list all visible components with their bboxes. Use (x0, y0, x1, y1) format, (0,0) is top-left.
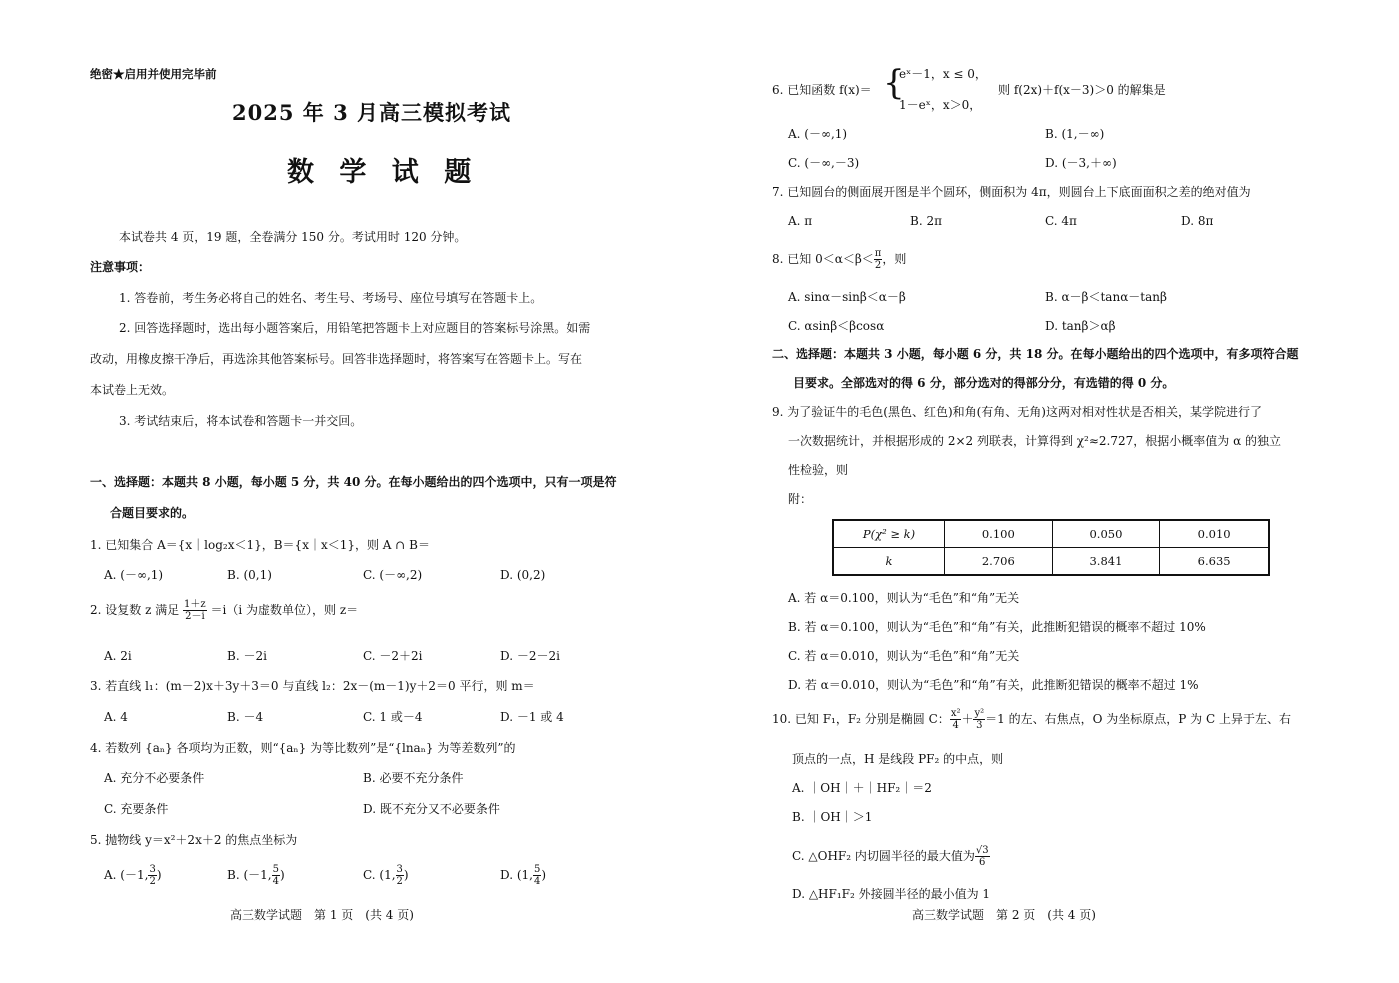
q10-c-num: √3 (975, 845, 989, 856)
q10-c-fraction (975, 845, 990, 868)
q5-a-num: 3 (149, 864, 156, 875)
q1-option-b: B. (0,1) (227, 568, 272, 582)
q2-option-c: C. －2＋2i (363, 649, 423, 663)
q5-b-den: 4 (272, 876, 279, 887)
q7-option-b: B. 2π (910, 214, 942, 228)
q5-d-den: 4 (533, 876, 541, 887)
notice-item-2-end: 本试卷上无效。 (90, 383, 175, 397)
q5-c-num: 3 (396, 864, 403, 875)
q6-option-b: B. (1,－∞) (1045, 127, 1105, 141)
q2-fraction (183, 599, 207, 622)
table-cell: 0.050 (1052, 520, 1160, 548)
q10-den-y: 3 (976, 720, 983, 731)
section-1-heading-cont: 合题目要求的。 (110, 506, 195, 520)
q6-case-1: eˣ－1，x ≤ 0， (899, 67, 987, 81)
q10-text-pre: 10. 已知 F₁，F₂ 分别是椭圆 C： (772, 712, 950, 726)
q6-text-post: 则 f(2x)＋f(x－3)＞0 的解集是 (998, 83, 1166, 97)
q2-option-a: A. 2i (104, 649, 132, 663)
q5-option-b (227, 864, 285, 887)
table-cell: 6.635 (1160, 548, 1269, 576)
q4-option-c: C. 充要条件 (104, 802, 169, 816)
q5-option-d (500, 864, 546, 887)
q3-option-d: D. －1 或 4 (500, 710, 564, 724)
q10-num-x: x² (950, 708, 961, 719)
table-row (833, 548, 1269, 576)
q10-c-text: C. △OHF₂ 内切圆半径的最大值为 (792, 849, 975, 863)
table-cell: k (833, 548, 945, 576)
q5-option-a (104, 864, 162, 887)
q10-fraction-x (950, 708, 962, 731)
q10-den-x: 4 (952, 720, 959, 731)
notice-item-2: 2. 回答选择题时，选出每小题答案后，用铅笔把答题卡上对应题目的答案标号涂黑。如需 (119, 321, 591, 335)
q10-num-y: y² (974, 708, 985, 719)
q5-b-pre: B. (－1, (227, 868, 272, 882)
table-cell: 2.706 (945, 548, 1053, 576)
q8-option-d: D. tanβ＞αβ (1045, 319, 1116, 333)
table-row (833, 520, 1269, 548)
q5-a-pre: A. (－1, (104, 868, 149, 882)
q2-option-d: D. －2－2i (500, 649, 560, 663)
section-2-heading-cont: 目要求。全部选对的得 6 分，部分选对的得部分分，有选错的得 0 分。 (793, 376, 1175, 390)
q5-b-num: 5 (272, 864, 279, 875)
exam-title: 2025 年 3 月高三模拟考试 (232, 100, 511, 125)
q9-option-c: C. 若 α＝0.010，则认为“毛色”和“角”无关 (788, 649, 1020, 663)
notice-heading: 注意事项： (90, 260, 151, 274)
q2-numerator: 1＋z (184, 599, 206, 610)
q8-option-a: A. sinα－sinβ＜α－β (788, 290, 906, 304)
q4-option-d: D. 既不充分又不必要条件 (363, 802, 500, 816)
subject-title: 数 学 试 题 (287, 157, 480, 188)
q10-option-d: D. △HF₁F₂ 外接圆半径的最小值为 1 (792, 887, 991, 901)
q10-option-c (792, 845, 990, 868)
question-10-cont: 顶点的一点，H 是线段 PF₂ 的中点，则 (792, 752, 1004, 766)
question-9: 9. 为了验证牛的毛色(黑色、红色)和角(有角、无角)这两对相对性状是否相关，某学院进行了 (772, 405, 1262, 419)
q6-case-2: 1－eˣ，x＞0， (899, 98, 982, 112)
q6-option-a: A. (－∞,1) (788, 127, 848, 141)
q6-text-pre: 6. 已知函数 f(x)＝ (772, 83, 872, 97)
notice-item-1: 1. 答卷前，考生务必将自己的姓名、考生号、考场号、座位号填写在答题卡上。 (119, 291, 543, 305)
q5-c-den: 2 (396, 876, 403, 887)
q6-option-c: C. (－∞,－3) (788, 156, 860, 170)
q5-d-post: ) (541, 868, 547, 882)
table-cell: 0.010 (1160, 520, 1269, 548)
q5-d-num: 5 (533, 864, 541, 875)
question-9-cont: 一次数据统计，并根据形成的 2×2 列联表，计算得到 χ²≈2.727，根据小概率值为 α 的独立 (788, 434, 1281, 448)
q5-c-fraction (396, 864, 404, 887)
q10-plus: ＋ (961, 712, 974, 726)
q5-c-post: ) (403, 868, 409, 882)
q2-option-b: B. －2i (227, 649, 267, 663)
question-9-end: 性检验，则 (788, 463, 849, 477)
q5-a-den: 2 (149, 876, 156, 887)
table-cell: P(χ² ≥ k) (833, 520, 945, 548)
exam-intro: 本试卷共 4 页，19 题，全卷满分 150 分。考试用时 120 分钟。 (119, 230, 467, 244)
question-1: 1. 已知集合 A＝{x｜log₂x＜1}，B＝{x｜x＜1}，则 A ∩ B＝ (90, 538, 430, 552)
question-5: 5. 抛物线 y＝x²＋2x＋2 的焦点坐标为 (90, 833, 298, 847)
q4-option-b: B. 必要不充分条件 (363, 771, 464, 785)
q3-option-a: A. 4 (104, 710, 128, 724)
q6-brace: { (883, 63, 905, 103)
notice-item-3: 3. 考试结束后，将本试卷和答题卡一并交回。 (119, 414, 363, 428)
table-cell: 0.100 (945, 520, 1053, 548)
q7-option-a: A. π (788, 214, 813, 228)
q10-option-a: A. ｜OH｜＋｜HF₂｜＝2 (792, 781, 932, 795)
q3-option-c: C. 1 或－4 (363, 710, 423, 724)
q5-a-post: ) (156, 868, 162, 882)
q5-d-pre: D. (1, (500, 868, 533, 882)
question-10 (772, 708, 1291, 731)
q7-option-d: D. 8π (1181, 214, 1214, 228)
q9-attachment-label: 附： (788, 492, 813, 506)
q10-c-den: 6 (979, 857, 986, 868)
section-2-heading: 二、选择题：本题共 3 小题，每小题 6 分，共 18 分。在每小题给出的四个选项中，有多项符合题 (772, 347, 1299, 361)
section-1-heading: 一、选择题：本题共 8 小题，每小题 5 分，共 40 分。在每小题给出的四个选项中，只有一项是符 (90, 475, 617, 489)
q8-option-b: B. α－β＜tanα－tanβ (1045, 290, 1167, 304)
page-footer-1: 高三数学试题 第 1 页 (共 4 页) (230, 908, 414, 922)
table-cell: 3.841 (1052, 548, 1160, 576)
q10-fraction-y (973, 708, 985, 731)
q9-option-d: D. 若 α＝0.010，则认为“毛色”和“角”有关，此推断犯错误的概率不超过 1% (788, 678, 1199, 692)
q2-text-pre: 2. 设复数 z 满足 (90, 603, 180, 617)
q5-b-post: ) (279, 868, 285, 882)
q10-text-post: ＝1 的左、右焦点，O 为坐标原点，P 为 C 上异于左、右 (985, 712, 1291, 726)
critical-value-table (832, 519, 1270, 576)
q9-option-b: B. 若 α＝0.100，则认为“毛色”和“角”有关，此推断犯错误的概率不超过 10% (788, 620, 1206, 634)
q10-option-b: B. ｜OH｜＞1 (792, 810, 873, 824)
notice-item-2-cont: 改动，用橡皮擦干净后，再选涂其他答案标号。回答非选择题时，将答案写在答题卡上。写在 (90, 352, 583, 366)
q2-denominator: 2－i (185, 611, 205, 622)
question-8 (772, 248, 906, 271)
confidential-mark: 绝密★启用并使用完毕前 (90, 67, 217, 81)
q3-option-b: B. －4 (227, 710, 264, 724)
q9-option-a: A. 若 α＝0.100，则认为“毛色”和“角”无关 (788, 591, 1020, 605)
page-footer-2: 高三数学试题 第 2 页 (共 4 页) (912, 908, 1096, 922)
q5-b-fraction (272, 864, 280, 887)
q8-text-pre: 8. 已知 0＜α＜β＜ (772, 252, 874, 266)
q8-numerator: π (874, 248, 882, 259)
q5-c-pre: C. (1, (363, 868, 396, 882)
q2-text-post: ＝i（i 为虚数单位），则 z＝ (210, 603, 359, 617)
q8-option-c: C. αsinβ＜βcosα (788, 319, 885, 333)
q7-option-c: C. 4π (1045, 214, 1077, 228)
q6-option-d: D. (－3,＋∞) (1045, 156, 1117, 170)
q1-option-d: D. (0,2) (500, 568, 546, 582)
q5-option-c (363, 864, 409, 887)
q8-text-post: ，则 (882, 252, 907, 266)
q5-a-fraction (148, 864, 156, 887)
q4-option-a: A. 充分不必要条件 (104, 771, 205, 785)
q1-option-a: A. (－∞,1) (104, 568, 164, 582)
question-3: 3. 若直线 l₁：(m－2)x＋3y＋3＝0 与直线 l₂：2x－(m－1)y＋2＝0 平行，则 m＝ (90, 679, 535, 693)
q1-option-c: C. (－∞,2) (363, 568, 423, 582)
q8-denominator: 2 (874, 260, 882, 271)
question-4: 4. 若数列 {aₙ} 各项均为正数，则“{aₙ} 为等比数列”是“{lnaₙ} 为等差数列”的 (90, 741, 516, 755)
question-2 (90, 599, 358, 622)
question-7: 7. 已知圆台的侧面展开图是半个圆环，侧面积为 4π，则圆台上下底面面积之差的绝对值为 (772, 185, 1251, 199)
